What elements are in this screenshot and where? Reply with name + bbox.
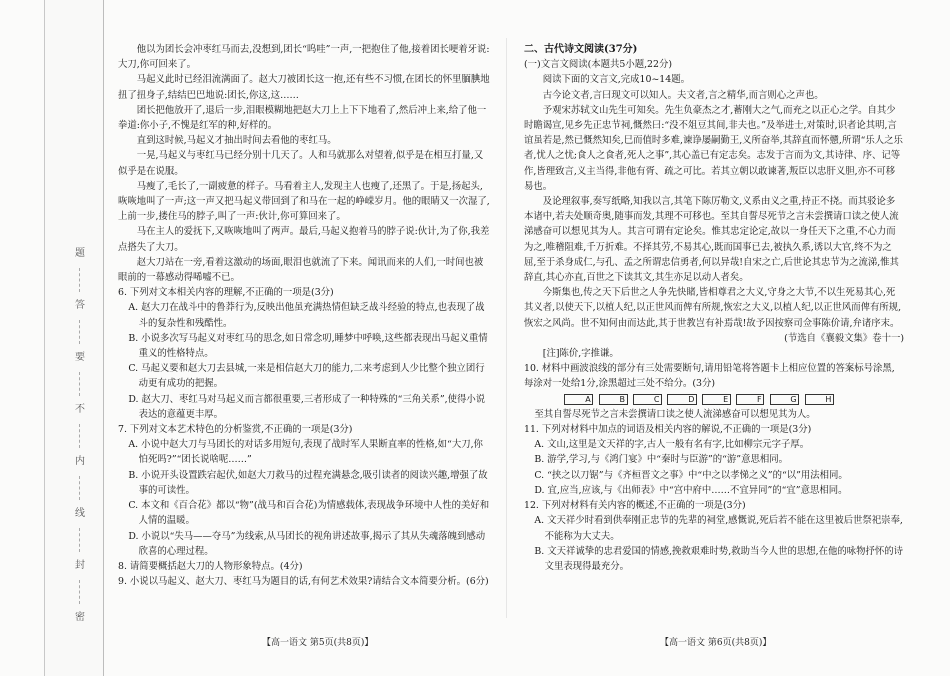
gutter-char: 线 xyxy=(75,508,85,519)
segment-box: F xyxy=(736,394,764,405)
story-paragraph: 团长把他放开了,退后一步,泪眼模糊地把赵大刀上上下下地看了,然后冲上来,给了他一拳道:你小子,不愧是红军的种,好样的。 xyxy=(118,104,487,132)
left-column xyxy=(118,42,490,589)
question-11-option: B. 游学,学习,与《鸿门宴》中“秦时与臣游”的“游”意思相同。 xyxy=(534,454,788,466)
question-7-option: B. 小说开头设置跌宕起伏,如赵大刀救马的过程充满悬念,吸引读者的阅读兴趣,增强了故事的可读性。 xyxy=(128,469,488,496)
question-8: 8. 请简要概括赵大刀的人物形象特点。(4分) xyxy=(118,560,303,572)
segment-box: D xyxy=(667,394,696,405)
question-9: 9. 小说以马起义、赵大刀、枣红马为题目的话,有何艺术效果?请结合文本简要分析。(6分) xyxy=(118,576,489,588)
question-6-option: B. 小说多次写马起义对枣红马的思念,如日常念叨,睡梦中呼唤,这些都表现出马起义重情重义的性格特点。 xyxy=(128,332,488,360)
gutter-dash xyxy=(79,372,81,396)
segment-box: B xyxy=(599,394,628,405)
reading-instruction: 阅读下面的文言文,完成10~14题。 xyxy=(542,74,690,86)
question-10: 10. 材料中画波浪线的部分有三处需要断句,请用铅笔将答题卡上相应位置的答案标号涂黑,每涂对一处给1分,涂黑超过三处不给分。(3分) xyxy=(524,363,895,390)
gutter-char: 内 xyxy=(75,456,85,467)
question-12-option: B. 文天祥诚挚的忠君爱国的情感,挽救艰难时势,救助当今人世的思想,在他的咏物抒怀的诗文里表现得最充分。 xyxy=(534,545,904,572)
segment-box: G xyxy=(770,394,800,405)
classical-paragraph: 今斯集也,传之天下后世之人争先快睹,皆相尊君之大义,守身之大节,不以生死易其心,死其义者,以使天下,以植人纪,以正世风而俾有所规,恢宏之大义,以植人纪,以正世风而俾有所规,恢宏之风尚。世不知何由而达此,其于世教岂有补焉哉!故予因按察司佥事陈价请,弁诸序末。 xyxy=(524,287,902,329)
question-7-option: A. 小说中赵大刀与马团长的对话多用短句,表现了战时军人果断直率的性格,如“大刀,你怕死吗?”“团长说啥呢……” xyxy=(128,439,483,466)
story-paragraph: 赵大刀站在一旁,看着这激动的场面,眼泪也就流了下来。闻讯而来的人们,一时间也被眼前的一幕感动得唏嘘不已。 xyxy=(118,256,484,284)
gutter-dash xyxy=(79,424,81,448)
subsection-heading: (一)文言文阅读(本题共5小题,22分) xyxy=(524,59,673,71)
question-6-option: C. 马起义要和赵大刀去县城,一来是相信赵大刀的能力,二来考虑到人少比整个独立团行动更有成功的把握。 xyxy=(128,363,485,390)
classical-paragraph: 予观宋苏轼文山先生可知矣。先生负豪杰之才,蓄刚大之气,而充之以正心之学。自其少时瞻谒宣,见乡先正忠节祠,慨然曰:“没不俎豆其间,非夫也。”及举进士,对策时,识者论其明,言谊虽若是,然已慨然知矣,巳而值时多难,谏诤屡嗣勤王,义所奋举,其辞直而怀戆,所谓“乐人之乐者,忧人之忧;食人之食者,死人之事”,其心盖已有定志矣。志发于言而为文,其诗律、序、记等作,皆理致言,义主当得,非他有胥、疏之可比。若其立朝以敢谏著,叛臣以忠肝义胆,亦不可移易也。 xyxy=(524,104,903,192)
question-12: 12. 下列对材料有关内容的概述,不正确的一项是(3分) xyxy=(524,500,746,512)
question-6-option: A. 赵大刀在战斗中的鲁莽行为,反映出他虽充满热情但缺乏战斗经验的特点,也表现了战斗的复杂性和残酷性。 xyxy=(128,302,485,329)
page-footer-left: 【高一语文 第5页(共8页)】 xyxy=(262,638,374,648)
source-citation: (节选自《襄毅文集》卷十一) xyxy=(784,332,904,344)
story-paragraph: 他以为团长会冲枣红马而去,没想到,团长“呜哇”一声,一把抱住了他,接着团长哽着牙说:大刀,你可回来了。 xyxy=(118,44,490,71)
gutter-dash xyxy=(79,476,81,500)
classical-paragraph: 及论理叙事,奏写纸略,知我以言,其笔下陈厉勒文,义系由义之重,持正不挠。而其驳论多本诸中,若夫处顺奇奥,随事而发,其理不可移也。至其自誓尽死节之言未尝撰请口读之使人流涕感奋可以想见其为人。其言可谓有定论矣。惟其忠定论定,故以一身任天下之重,不心力而为之,唯稽阻难,千万折难。不择其劳,不易其心,既而国事已去,被执久系,诱以大官,终不为之屈,至于杀身成仁,与孔、孟之所谓忠信勇者,何以异哉!自宋之亡,后世论其忠节为之流涕,惟其辞直,其心亦直,百世之下读其文,其生亦足以动人者矣。 xyxy=(524,196,899,284)
segment-box: H xyxy=(805,394,834,405)
gutter-char: 题 xyxy=(75,248,85,259)
question-11-option: C. “挟之以刀锯”与《齐桓晋文之事》中“中之以孝悌之义”的“以”用法相同。 xyxy=(534,469,848,481)
gutter-char: 答 xyxy=(75,300,85,311)
question-10-text: 至其自誓尽死节之言未尝撰请口读之使人流涕感奋可以想见其为人。 xyxy=(534,408,816,420)
question-11-option: A. 文山,这里是文天祥的字,古人一般有名有字,比如柳宗元字子厚。 xyxy=(534,439,810,451)
classical-paragraph: 古今论文者,言曰现文可以知人。夫文者,言之精华,而言则心之声也。 xyxy=(542,89,824,101)
segment-box: E xyxy=(702,394,730,405)
question-6-option: D. 赵大刀、枣红马对马起义而言都很重要,三者形成了一种特殊的“三角关系”,使得小说表达的意蕴更丰厚。 xyxy=(128,393,486,420)
question-11: 11. 下列对材料中加点的词语及相关内容的解说,不正确的一项是(3分) xyxy=(524,424,812,436)
story-paragraph: 马瘦了,毛长了,一副疲惫的样子。马看着主人,发现主人也瘦了,还黑了。于是,扬起头,咴咴地叫了一声;这一声又把马起义带回到了和马在一起的峥嵘岁月。他的眼睛又一次湿了,上前一步,搂住马的脖子,叫了一声:伙计,你可算回来了。 xyxy=(118,180,490,223)
gutter-char: 封 xyxy=(75,560,85,571)
question-6: 6. 下列对文本相关内容的理解,不正确的一项是(3分) xyxy=(118,287,334,299)
gutter-dash xyxy=(79,528,81,552)
segment-box: A xyxy=(564,394,593,405)
gutter-char: 不 xyxy=(75,404,85,415)
column-divider xyxy=(506,38,507,618)
section-heading: 二、古代诗文阅读(37分) xyxy=(524,44,638,55)
question-12-option: A. 文天祥少时看到供奉刚正忠节的先辈的祠堂,感慨说,死后若不能在这里被后世祭祀崇奉,不能称为大丈夫。 xyxy=(534,515,903,542)
question-10-segment-boxes xyxy=(524,392,904,407)
question-7-option: D. 小说以“失马——夺马”为线索,从马团长的视角讲述故事,揭示了其从失魂落魄到感动欣喜的心理过程。 xyxy=(128,530,486,557)
gutter-dash xyxy=(79,580,81,604)
question-7: 7. 下列对文本艺术特色的分析鉴赏,不正确的一项是(3分) xyxy=(118,424,353,436)
segment-box: C xyxy=(633,394,662,405)
story-paragraph: 马起义此时已经泪流满面了。赵大刀被团长这一抱,还有些不习惯,在团长的怀里腼腆地扭了扭身子,结结巴巴地说:团长,你这,这…… xyxy=(118,74,490,101)
story-paragraph: 一晃,马起义与枣红马已经分别十几天了。人和马就那么对望着,似乎是在相互打量,又似乎是在说服。 xyxy=(118,150,484,177)
right-column xyxy=(524,42,904,574)
binding-gutter xyxy=(44,0,104,676)
gutter-dash xyxy=(79,320,81,344)
question-7-option: C. 本文和《百合花》都以“物”(战马和百合花)为情感载体,表现战争环境中人性的美好和人情的温暖。 xyxy=(128,500,490,527)
gutter-char: 密 xyxy=(75,612,85,623)
story-paragraph: 直到这时候,马起义才抽出时间去看他的枣红马。 xyxy=(136,135,337,147)
footnote: [注]陈价,字推谦。 xyxy=(542,348,619,360)
question-11-option: D. 宜,应当,应该,与《出师表》中“宫中府中……不宜异同”的“宜”意思相同。 xyxy=(534,484,848,496)
gutter-char: 要 xyxy=(75,352,85,363)
page-footer-right: 【高一语文 第6页(共8页)】 xyxy=(660,638,772,648)
gutter-dash xyxy=(79,268,81,292)
story-paragraph: 马在主人的爱抚下,又咴咴地叫了两声。最后,马起义抱着马的脖子说:伙计,为了你,我差点搭失了大刀。 xyxy=(118,226,490,253)
